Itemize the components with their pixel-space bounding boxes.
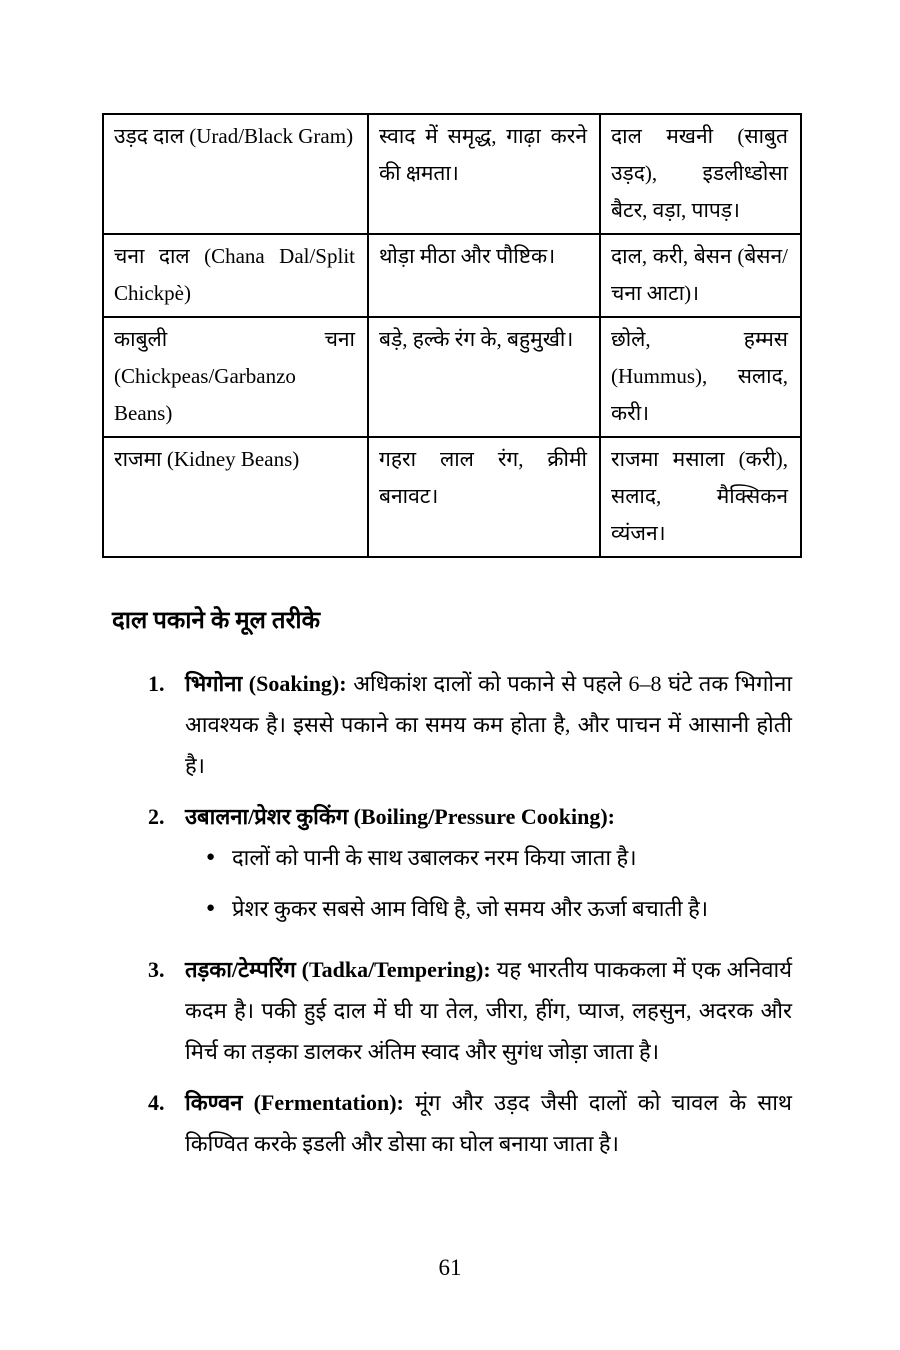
bullet-dot-icon: ● [206, 900, 216, 916]
cell-dal-trait: स्वाद में समृद्ध, गाढ़ा करने की क्षमता। [368, 114, 600, 234]
item-number: 2. [148, 804, 165, 829]
item-body [185, 949, 792, 1072]
cell-dal-trait: गहरा लाल रंग, क्रीमी बनावट। [368, 437, 600, 557]
cell-dal-uses: दाल मखनी (साबुत उड़द), इडलीध्डोसा बैटर, वड़ा, पापड़। [600, 114, 801, 234]
cell-dal-uses: राजमा मसाला (करी), सलाद, मैक्सिकन व्यंजन। [600, 437, 801, 557]
table-row [103, 114, 801, 234]
bullet-dot-icon: ● [206, 849, 216, 865]
section-heading: दाल पकाने के मूल तरीके [112, 608, 321, 634]
item-text: अधिकांश दालों को पकाने से पहले 6–8 घंटे तक भिगोना आवश्यक है। इससे पकाने का समय कम होता है, और पाचन में आसानी होती है। [185, 671, 793, 778]
item-body [185, 796, 792, 939]
item-number: 4. [148, 1090, 165, 1115]
item-text: यह भारतीय पाककला में एक अनिवार्य कदम है। पकी हुई दाल में घी या तेल, जीरा, हींग, प्याज, लहसुन, अदरक और मिर्च का तड़का डालकर अंतिम स्वाद और सुगंध जोड़ा जाता है। [185, 957, 793, 1064]
page-content [102, 113, 800, 1174]
list-item [148, 663, 792, 786]
bullet-item [185, 837, 792, 878]
cell-dal-uses: छोले, हम्मस (Hummus), सलाद, करी। [600, 317, 801, 437]
bullet-text: प्रेशर कुकर सबसे आम विधि है, जो समय और ऊर्जा बचाती है। [232, 896, 709, 921]
cell-dal-trait: थोड़ा मीठा और पौष्टिक। [368, 234, 600, 317]
list-item [148, 796, 792, 939]
list-item [148, 949, 792, 1072]
item-body [185, 1082, 792, 1164]
bullet-list [185, 837, 792, 929]
cell-dal-uses: दाल, करी, बेसन (बेसन/चना आटा)। [600, 234, 801, 317]
item-lead: भिगोना (Soaking): [185, 671, 347, 696]
page-number: 61 [438, 1255, 462, 1280]
table-row [103, 437, 801, 557]
item-lead: तड़का/टेम्परिंग (Tadka/Tempering): [185, 957, 491, 982]
cell-dal-name: काबुली चना (Chickpeas/Garbanzo Beans) [103, 317, 368, 437]
cell-dal-trait: बड़े, हल्के रंग के, बहुमुखी। [368, 317, 600, 437]
item-body [185, 663, 792, 786]
dal-table [102, 113, 802, 558]
item-lead: उबालना/प्रेशर कुकिंग (Boiling/Pressure Cooking): [185, 804, 615, 829]
bullet-text: दालों को पानी के साथ उबालकर नरम किया जाता है। [232, 845, 637, 870]
item-number: 3. [148, 957, 165, 982]
item-number: 1. [148, 671, 165, 696]
bullet-item [185, 888, 792, 929]
cell-dal-name: उड़द दाल (Urad/Black Gram) [103, 114, 368, 234]
cell-dal-name: चना दाल (Chana Dal/Split Chickpè) [103, 234, 368, 317]
table-row [103, 317, 801, 437]
cell-dal-name: राजमा (Kidney Beans) [103, 437, 368, 557]
item-lead: किण्वन (Fermentation): [185, 1090, 404, 1115]
cooking-methods-list [102, 663, 800, 1164]
list-item [148, 1082, 792, 1164]
table-row [103, 234, 801, 317]
item-text: मूंग और उड़द जैसी दालों को चावल के साथ किण्वित करके इडली और डोसा का घोल बनाया जाता है। [185, 1090, 792, 1156]
